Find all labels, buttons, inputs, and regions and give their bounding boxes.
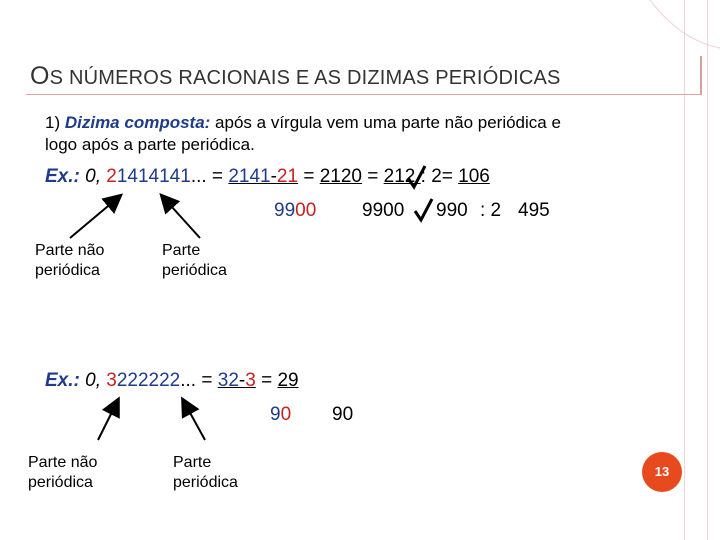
example1-den-result: 495: [518, 200, 550, 221]
example2-eq1: =: [255, 370, 278, 391]
example2-label: Ex.:: [45, 370, 80, 391]
example2-result: 29: [277, 370, 299, 391]
example1-den-div: : 2: [480, 200, 502, 221]
example1-step2: 212: [383, 166, 421, 187]
example1-step1: 2120: [319, 166, 362, 187]
example1-numerator-b: 21: [276, 166, 299, 187]
arrow-periodic-1: [162, 196, 200, 238]
example1-den-nines: 99: [274, 200, 296, 221]
example1-ellipsis: ... =: [190, 166, 229, 187]
example1-den-zeros: 00: [295, 200, 317, 221]
example1-den-step1: 9900: [362, 200, 405, 221]
example1-result: 106: [458, 166, 490, 187]
label-line: Parte: [173, 454, 212, 471]
example1-eq3: =: [441, 166, 459, 187]
example1-eq2: =: [362, 166, 384, 187]
example2-numerator-b: 3: [245, 370, 256, 391]
label-line: Parte não: [28, 454, 98, 471]
label-line: periódica: [162, 262, 227, 279]
definition-line2: logo após a parte periódica.: [45, 135, 255, 154]
arrow-periodic-2: [183, 400, 205, 440]
label-line: Parte: [162, 242, 201, 259]
example1-prefix: 0,: [79, 166, 107, 187]
label-line: periódica: [28, 474, 93, 491]
example1-periodic-digits: 1414141: [116, 166, 191, 187]
example1-label: Ex.:: [45, 166, 80, 187]
example1-numerator-a: 2141: [228, 166, 271, 187]
example2-minus: -: [238, 370, 246, 391]
example2-den-result: 90: [332, 404, 354, 425]
label-line: periódica: [173, 474, 238, 491]
example2-den-zero: 0: [280, 404, 292, 425]
arrow-nonperiodic-1: [70, 196, 120, 238]
arrow-nonperiodic-2: [98, 400, 118, 440]
example1-div: : 2: [420, 166, 442, 187]
strike-mark-icon: [408, 166, 425, 187]
example1-eq1: =: [298, 166, 320, 187]
example2-den-nine: 9: [270, 404, 281, 425]
label-line: Parte não: [35, 242, 105, 259]
example1-nonperiodic-digit: 2: [106, 166, 117, 187]
example1-den-step2: 990: [436, 200, 468, 221]
title-first-letter: O: [30, 62, 50, 90]
example2-nonperiodic-digit: 3: [106, 370, 117, 391]
example2-ellipsis: ... =: [180, 370, 218, 391]
definition-term: Dizima composta:: [64, 113, 211, 132]
example2-periodic-digits: 222222: [116, 370, 181, 391]
definition-number: 1): [45, 113, 65, 132]
example1-minus: -: [270, 166, 277, 187]
example2-prefix: 0,: [79, 370, 107, 391]
label-line: periódica: [35, 262, 100, 279]
definition-line1: após a vírgula vem uma parte não periódica e: [210, 113, 561, 132]
example2-numerator-a: 32: [217, 370, 239, 391]
title-rest: S NÚMEROS RACIONAIS E AS DIZIMAS PERIÓDICAS: [49, 67, 561, 89]
page-number-badge: 13: [642, 452, 682, 492]
strike-mark-icon: [415, 199, 432, 220]
